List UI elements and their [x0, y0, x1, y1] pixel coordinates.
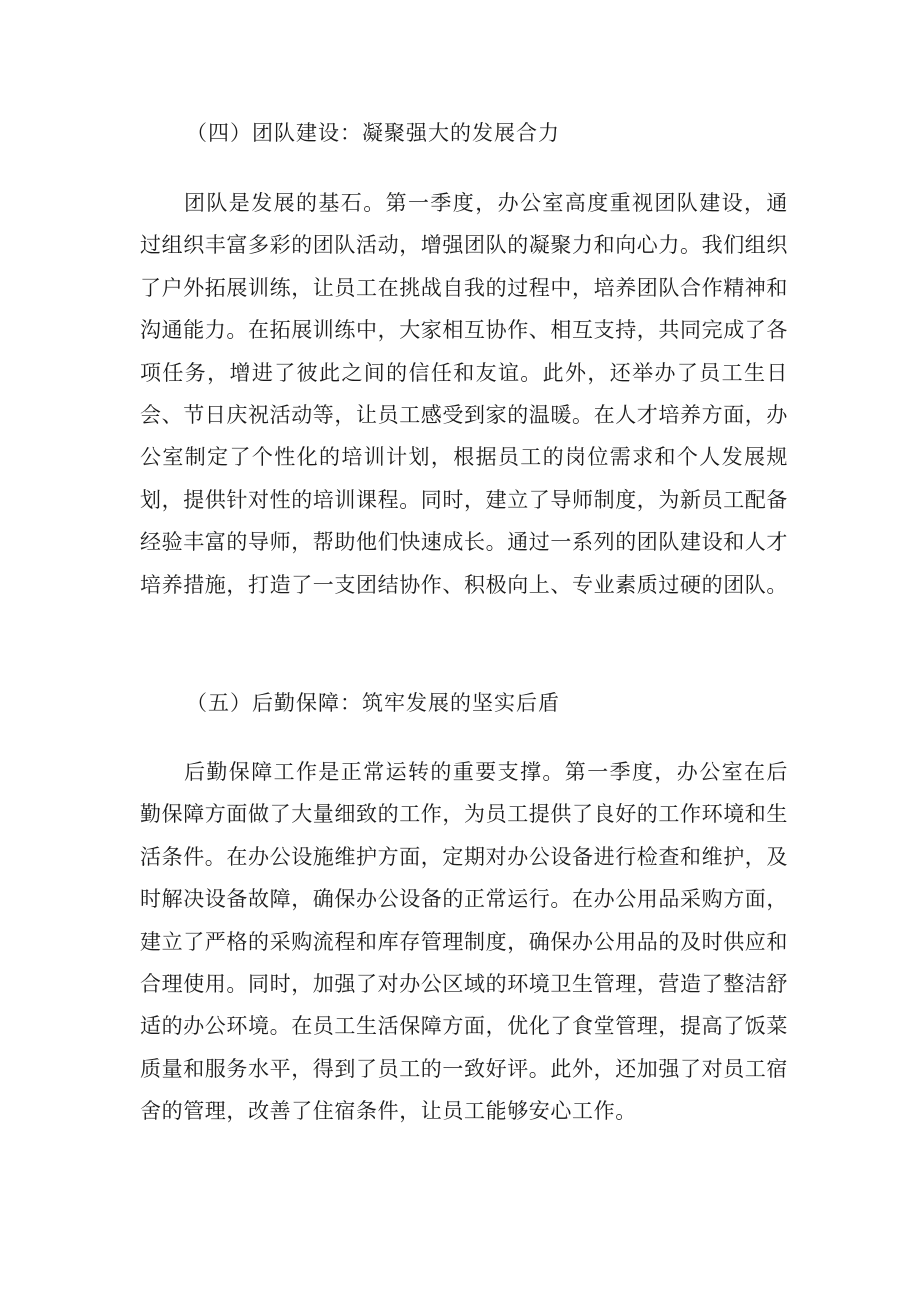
section-heading-logistics: （五）后勤保障：筑牢发展的坚实后盾: [186, 691, 560, 715]
section-paragraph-team-building: 团队是发展的基石。第一季度，办公室高度重视团队建设，通过组织丰富多彩的团队活动，增强团队的凝聚力和向心力。我们组织了户外拓展训练，让员工在挑战自我的过程中，培养团队合作精神和沟通能力。在拓展训练中，大家相互协作、相互支持，共同完成了各项任务，增进了彼此之间的信任和友谊。此外，还举办了员工生日会、节日庆祝活动等，让员工感受到家的温暖。在人才培养方面，办公室制定了个性化的培训计划，根据员工的岗位需求和个人发展规划，提供针对性的培训课程。同时，建立了导师制度，为新员工配备经验丰富的导师，帮助他们快速成长。通过一系列的团队建设和人才培养措施，打造了一支团结协作、积极向上、专业素质过硬的团队。: [140, 191, 788, 597]
section-heading-team-building: （四）团队建设：凝聚强大的发展合力: [186, 121, 560, 145]
section-paragraph-logistics: 后勤保障工作是正常运转的重要支撑。第一季度，办公室在后勤保障方面做了大量细致的工作，为员工提供了良好的工作环境和生活条件。在办公设施维护方面，定期对办公设备进行检查和维护，及时解决设备故障，确保办公设备的正常运行。在办公用品采购方面，建立了严格的采购流程和库存管理制度，确保办公用品的及时供应和合理使用。同时，加强了对办公区域的环境卫生管理，营造了整洁舒适的办公环境。在员工生活保障方面，优化了食堂管理，提高了饭菜质量和服务水平，得到了员工的一致好评。此外，还加强了对员工宿舍的管理，改善了住宿条件，让员工能够安心工作。: [140, 760, 788, 1124]
